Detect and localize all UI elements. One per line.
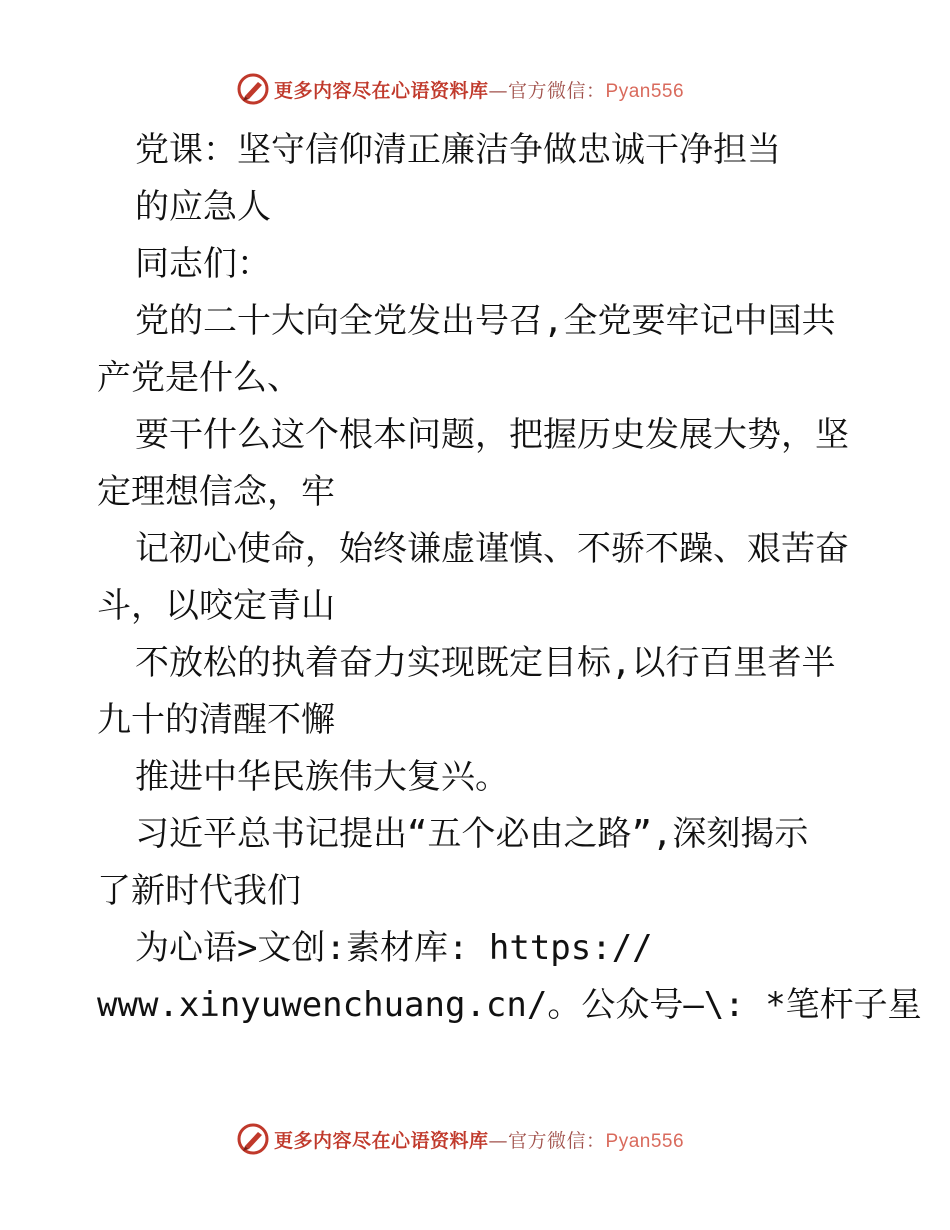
document-line: 九十的清醒不懈	[97, 700, 335, 740]
document-line: 了新时代我们	[97, 871, 301, 911]
banner-brand: 更多内容尽在心语资料库	[274, 1129, 489, 1152]
document-line: 为心语>文创:素材库: https://	[135, 928, 653, 968]
document-line: 推进中华民族伟大复兴。	[135, 757, 509, 797]
document-line: www.xinyuwenchuang.cn/。公众号—\: *笔杆子星	[97, 985, 922, 1025]
pen-logo-icon	[236, 72, 270, 106]
document-body	[97, 122, 922, 1034]
banner-wechat-id: Pyan556	[605, 1130, 685, 1152]
pen-logo-icon	[236, 1122, 270, 1156]
banner-text	[274, 1126, 684, 1153]
banner-text	[274, 76, 684, 103]
banner-dash: —	[488, 1129, 509, 1152]
document-line: 党的二十大向全党发出号召,全党要牢记中国共	[135, 301, 836, 341]
header-banner	[236, 70, 716, 108]
document-line: 产党是什么、	[97, 358, 301, 398]
footer-banner	[236, 1120, 716, 1158]
banner-wechat-id: Pyan556	[605, 80, 685, 102]
document-line: 记初心使命，始终谦虚谨慎、不骄不躁、艰苦奋	[135, 529, 849, 569]
banner-brand: 更多内容尽在心语资料库	[274, 79, 489, 102]
document-line: 党课：坚守信仰清正廉洁争做忠诚干净担当	[135, 130, 781, 170]
document-line: 定理想信念，牢	[97, 472, 335, 512]
banner-label: 官方微信：	[508, 1129, 606, 1152]
document-line: 斗，以咬定青山	[97, 586, 335, 626]
document-line: 要干什么这个根本问题，把握历史发展大势，坚	[135, 415, 849, 455]
document-line: 不放松的执着奋力实现既定目标,以行百里者半	[135, 643, 836, 683]
document-line: 的应急人	[135, 187, 271, 227]
document-line: 同志们：	[135, 244, 271, 284]
document-line: 习近平总书记提出“五个必由之路”,深刻揭示	[135, 814, 809, 854]
banner-dash: —	[488, 79, 509, 102]
banner-label: 官方微信：	[508, 79, 606, 102]
